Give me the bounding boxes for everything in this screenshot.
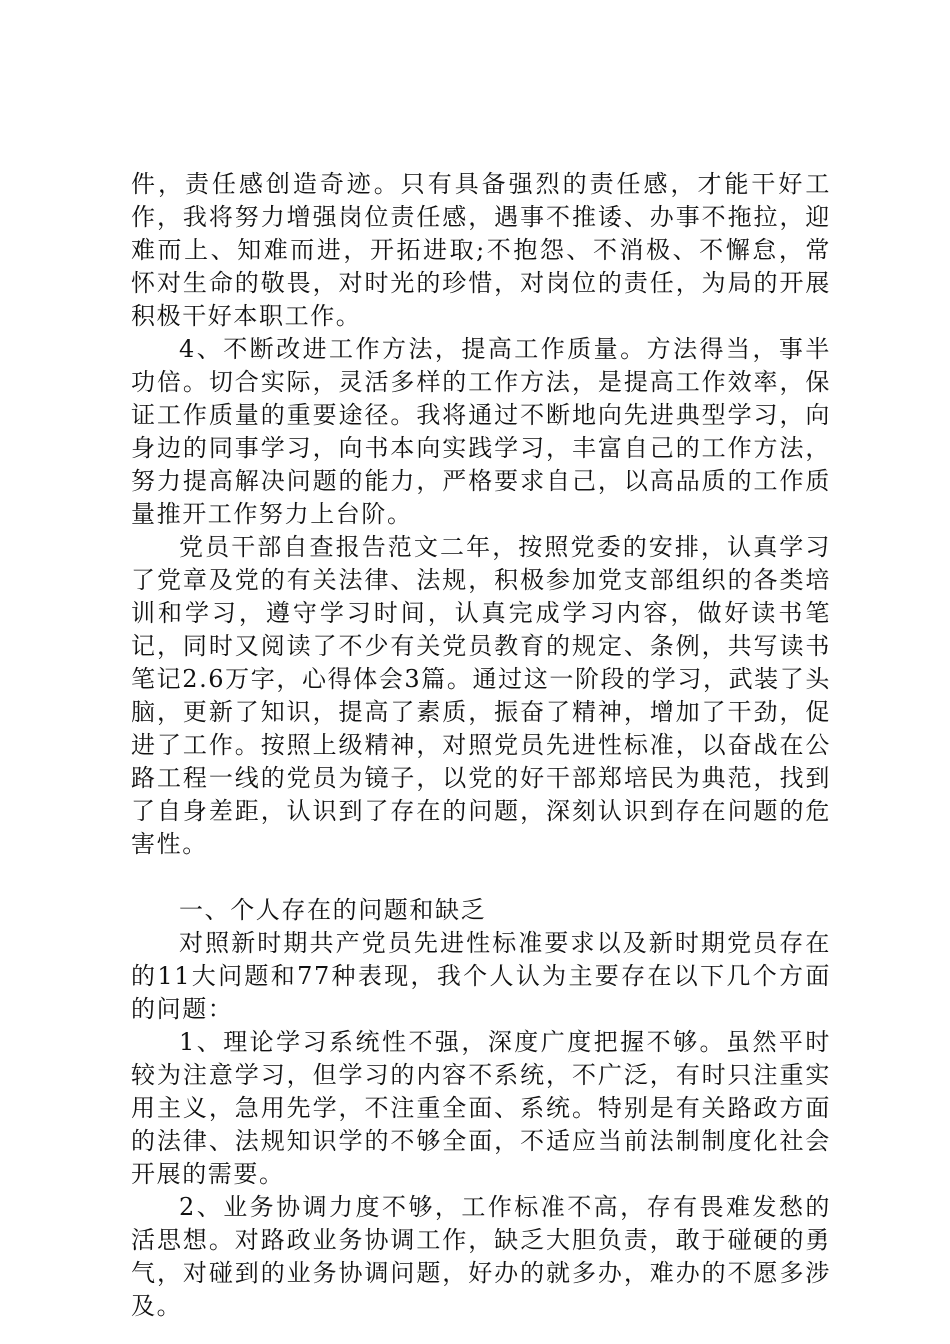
document-body [131,168,831,1323]
paragraph-theory-study: 1、理论学习系统性不强，深度广度把握不够。虽然平时较为注意学习，但学习的内容不系统，不广泛，有时只注重实用主义，急用先学，不注重全面、系统。特别是有关路政方面的法律、法规知识学的不够全面，不适应当前法制制度化社会开展的需要。 [131,1028,831,1188]
paragraph-work-method: 4、不断改进工作方法，提高工作质量。方法得当，事半功倍。切合实际，灵活多样的工作方法，是提高工作效率，保证工作质量的重要途径。我将通过不断地向先进典型学习，向身边的同事学习，向书本向实践学习，丰富自己的工作方法，努力提高解决问题的能力，严格要求自己，以高品质的工作质量推开工作努力上台阶。 [131,335,831,528]
paragraph-continuation: 件，责任感创造奇迹。只有具备强烈的责任感，才能干好工作，我将努力增强岗位责任感，遇事不推诿、办事不拖拉，迎难而上、知难而进，开拓进取;不抱怨、不消极、不懈怠，常怀对生命的敬畏，对时光的珍惜，对岗位的责任，为局的开展积极干好本职工作。 [131,170,831,330]
paragraph-business-coordination: 2、业务协调力度不够，工作标准不高，存有畏难发愁的活思想。对路政业务协调工作，缺乏大胆负责，敢于碰硬的勇气，对碰到的业务协调问题，好办的就多办，难办的不愿多涉及。 [131,1193,831,1320]
section-heading-problems: 一、个人存在的问题和缺乏 [179,896,487,924]
paragraph-problems-intro: 对照新时期共产党员先进性标准要求以及新时期党员存在的11大问题和77种表现，我个人认为主要存在以下几个方面的问题： [131,929,831,1023]
paragraph-self-check-report: 党员干部自查报告范文二年，按照党委的安排，认真学习了党章及党的有关法律、法规，积极参加党支部组织的各类培训和学习，遵守学习时间，认真完成学习内容，做好读书笔记，同时又阅读了不少有关党员教育的规定、条例，共写读书笔记2.6万字，心得体会3篇。通过这一阶段的学习，武装了头脑，更新了知识，提高了素质，振奋了精神，增加了干劲，促进了工作。按照上级精神，对照党员先进性标准，以奋战在公路工程一线的党员为镜子，以党的好干部郑培民为典范，找到了自身差距，认识到了存在的问题，深刻认识到存在问题的危害性。 [131,533,831,858]
